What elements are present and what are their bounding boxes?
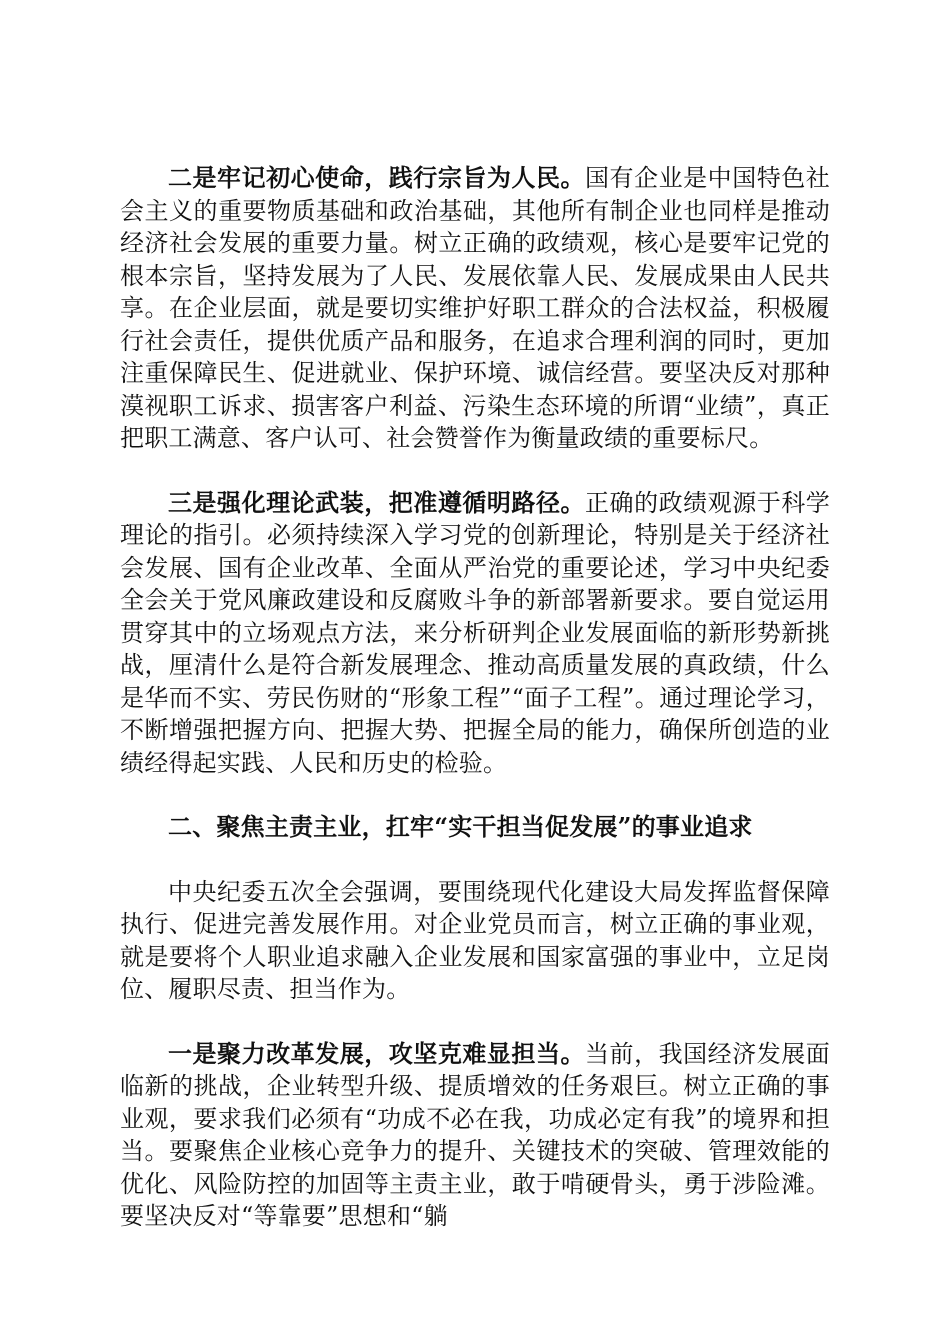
paragraph-theory <box>120 487 830 780</box>
paragraph-body: 当前，我国经济发展面临新的挑战，企业转型升级、提质增效的任务艰巨。树立正确的事业观，要求我们必须有“功成不必在我，功成必定有我”的境界和担当。要聚焦企业核心竞争力的提升、关键技术的突破、管理效能的优化、风险防控的加固等主责主业，敢于啃硬骨头，勇于涉险滩。要坚决反对“等靠要”思想和“躺 <box>120 1039 831 1230</box>
paragraph-body: 正确的政绩观源于科学理论的指引。必须持续深入学习党的创新理论，特别是关于经济社会发展、国有企业改革、全面从严治党的重要论述，学习中央纪委全会关于党风廉政建设和反腐败斗争的新部署新要求。要自觉运用贯穿其中的立场观点方法，来分析研判企业发展面临的新形势新挑战，厘清什么是符合新发展理念、推动高质量发展的真政绩，什么是华而不实、劳民伤财的“形象工程”“面子工程”。通过理论学习，不断增强把握方向、把握大势、把握全局的能力，确保所创造的业绩经得起实践、人民和历史的检验。 <box>120 488 831 777</box>
paragraph-lead: 一是聚力改革发展，攻坚克难显担当。 <box>168 1038 586 1068</box>
paragraph-lead: 二是牢记初心使命，践行宗旨为人民。 <box>168 163 586 192</box>
paragraph-body: 国有企业是中国特色社会主义的重要物质基础和政治基础，其他所有制企业也同样是推动经济社会发展的重要力量。树立正确的政绩观，核心是要牢记党的根本宗旨，坚持发展为了人民、发展依靠人民、发展成果由人民共享。在企业层面，就是要切实维护好职工群众的合法权益，积极履行社会责任，提供优质产品和服务，在追求合理利润的同时，更加注重保障民生、促进就业、保护环境、诚信经营。要坚决反对那种漠视职工诉求、损害客户利益、污染生态环境的所谓“业绩”，真正把职工满意、客户认可、社会赞誉作为衡量政绩的重要标尺。 <box>120 164 831 452</box>
document-page <box>120 162 830 1265</box>
paragraph-lead: 三是强化理论武装，把准遵循明路径。 <box>168 487 586 517</box>
paragraph-mission <box>120 162 830 455</box>
paragraph-reform <box>120 1038 830 1233</box>
section-intro-paragraph: 中央纪委五次全会强调，要围绕现代化建设大局发挥监督保障执行、促进完善发展作用。对企业党员而言，树立正确的事业观，就是要将个人职业追求融入企业发展和国家富强的事业中，立足岗位、履职尽责、担当作为。 <box>120 877 830 1003</box>
section-heading: 二、聚焦主责主业，扛牢“实干担当促发展”的事业追求 <box>168 812 753 841</box>
